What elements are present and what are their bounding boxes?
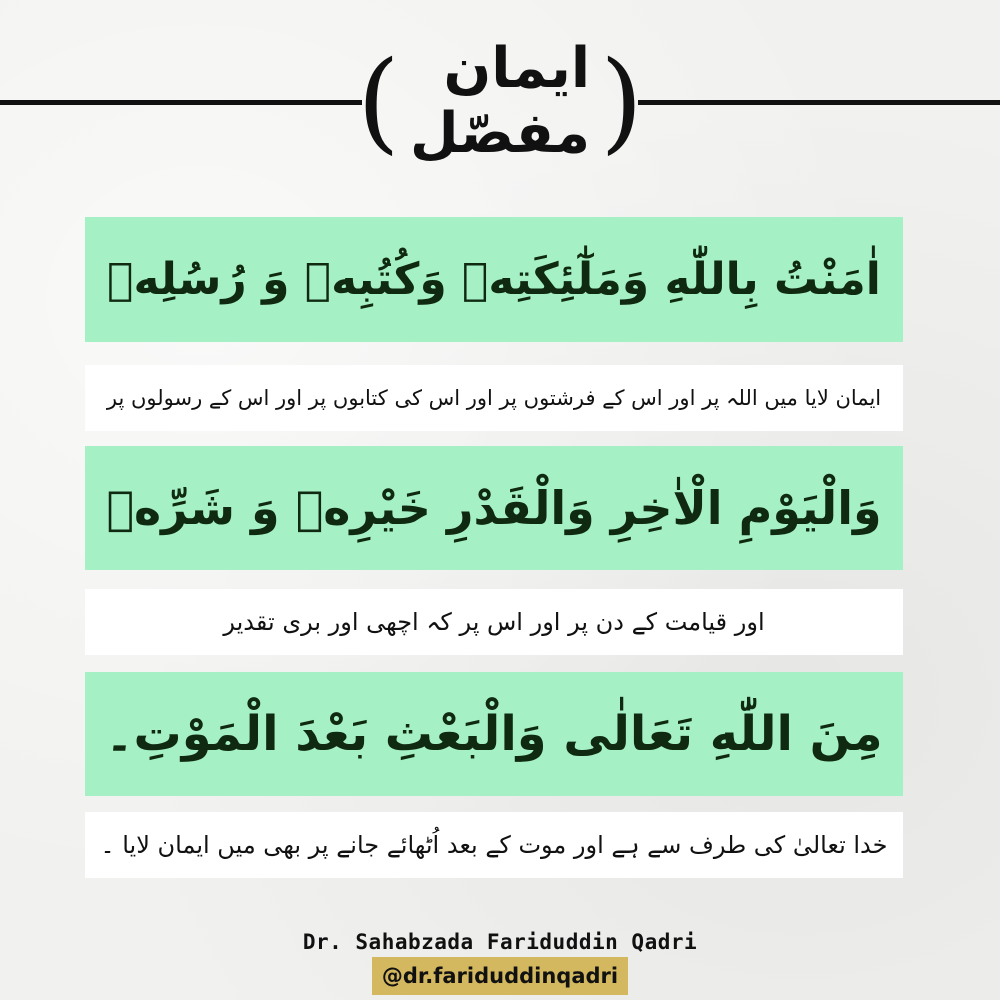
- arabic-line-2: وَالْيَوْمِ الْاٰخِرِ وَالْقَدْرِ خَيْرِهٖ وَ شَرِّهٖ: [106, 481, 882, 535]
- urdu-line-2: اور قیامت کے دن پر اور اس پر کہ اچھی اور بری تقدیر: [223, 608, 765, 636]
- right-paren-ornament: ): [600, 37, 643, 165]
- urdu-band-2: [85, 589, 903, 655]
- page-title: ایمان مفصّل: [409, 36, 591, 166]
- urdu-line-1: ایمان لایا میں اللہ پر اور اس کے فرشتوں پر اور اس کی کتابوں پر اور اس کے رسولوں پر: [106, 386, 882, 410]
- social-handle: @dr.fariduddinqadri: [372, 957, 628, 995]
- title-frame: [357, 36, 643, 166]
- urdu-band-1: [85, 365, 903, 431]
- left-paren-ornament: (: [357, 37, 400, 165]
- header-rule-left: [0, 100, 362, 105]
- handle-wrap: [0, 957, 1000, 995]
- arabic-line-1: اٰمَنْتُ بِاللّٰهِ وَمَلٰٓئِكَتِهٖ وَكُتُبِهٖ وَ رُسُلِهٖ: [107, 254, 881, 305]
- arabic-line-3: مِنَ اللّٰهِ تَعَالٰى وَالْبَعْثِ بَعْدَ الْمَوْتِ۔: [105, 706, 883, 762]
- urdu-line-3: خدا تعالیٰ کی طرف سے ہے اور موت کے بعد اُٹھائے جانے پر بھی میں ایمان لایا ۔: [100, 831, 888, 859]
- urdu-band-3: [85, 812, 903, 878]
- arabic-band-2: [85, 446, 903, 570]
- arabic-band-1: [85, 217, 903, 342]
- author-name: Dr. Sahabzada Fariduddin Qadri: [302, 930, 698, 954]
- header-rule-right: [638, 100, 1000, 105]
- arabic-band-3: [85, 672, 903, 796]
